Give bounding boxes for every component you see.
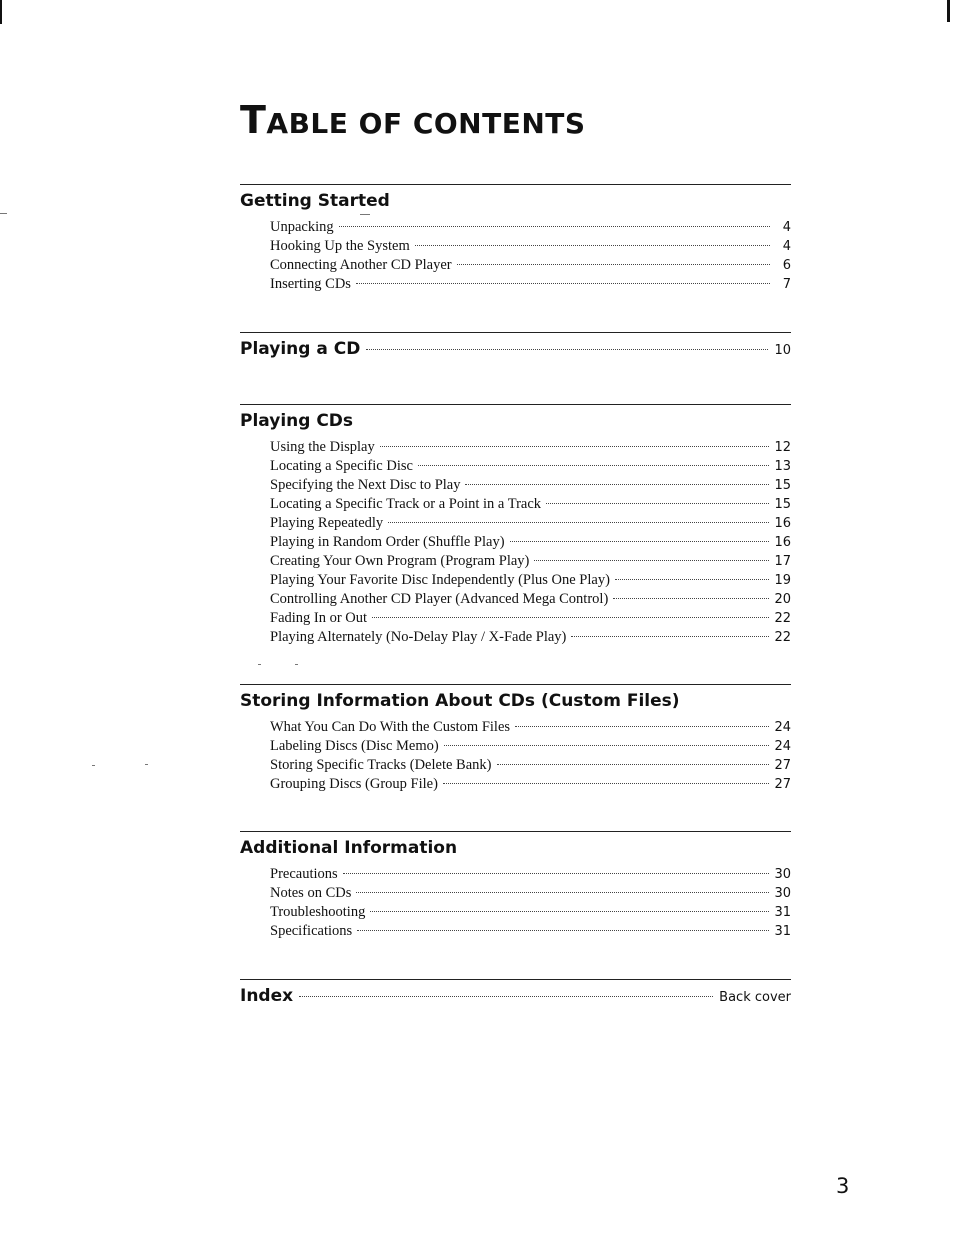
toc-entry-playing-a-cd[interactable] <box>240 338 791 360</box>
section-rule <box>240 184 791 185</box>
page-title <box>240 98 586 142</box>
dot-leader <box>546 503 769 504</box>
entry-page: 10 <box>774 343 791 358</box>
section-rule <box>240 404 791 405</box>
entry-title: Locating a Specific Track or a Point in a Track <box>270 496 542 512</box>
toc-entry[interactable] <box>270 609 791 628</box>
entry-list <box>270 438 791 647</box>
entry-page: 27 <box>774 777 791 792</box>
toc-entry[interactable] <box>270 884 791 903</box>
toc-entry[interactable] <box>270 237 791 256</box>
entry-title: Connecting Another CD Player <box>270 257 452 273</box>
toc-entry[interactable] <box>270 438 791 457</box>
dot-leader <box>339 226 770 227</box>
dot-leader <box>343 873 770 874</box>
entry-page: 15 <box>774 478 791 493</box>
section-rule <box>240 831 791 832</box>
dot-leader <box>418 465 770 466</box>
entry-page: 16 <box>774 535 791 550</box>
dot-leader <box>444 745 770 746</box>
dot-leader <box>356 283 770 284</box>
entry-title: Specifications <box>270 923 353 939</box>
entry-list <box>270 718 791 794</box>
entry-page: 13 <box>774 459 791 474</box>
entry-list <box>270 865 791 941</box>
section-title: Index <box>240 986 294 1006</box>
entry-title: Notes on CDs <box>270 885 352 901</box>
toc-entry[interactable] <box>270 756 791 775</box>
entry-page: 30 <box>774 867 791 882</box>
toc-entry[interactable] <box>270 922 791 941</box>
dot-leader <box>615 579 770 580</box>
section-title: Playing CDs <box>240 411 354 431</box>
entry-page: 30 <box>774 886 791 901</box>
dot-leader <box>372 617 769 618</box>
section-custom-files <box>240 684 791 794</box>
entry-page: 24 <box>774 720 791 735</box>
toc-entry[interactable] <box>270 275 791 294</box>
dot-leader <box>357 930 769 931</box>
toc-entry[interactable] <box>270 476 791 495</box>
entry-page: 22 <box>774 630 791 645</box>
entry-list <box>270 218 791 294</box>
toc-entry[interactable] <box>270 457 791 476</box>
dot-leader <box>534 560 769 561</box>
entry-title: Hooking Up the System <box>270 238 410 254</box>
dot-leader <box>465 484 769 485</box>
section-rule <box>240 332 791 333</box>
entry-page: 19 <box>774 573 791 588</box>
dot-leader <box>515 726 769 727</box>
entry-title: Creating Your Own Program (Program Play) <box>270 553 530 569</box>
entry-title: Specifying the Next Disc to Play <box>270 477 461 493</box>
entry-title: Controlling Another CD Player (Advanced Mega Control) <box>270 591 609 607</box>
dot-leader <box>613 598 769 599</box>
scan-edge-mark-left <box>0 0 2 24</box>
dot-leader <box>510 541 770 542</box>
toc-entry[interactable] <box>270 552 791 571</box>
section-getting-started <box>240 184 791 294</box>
toc-entry[interactable] <box>270 256 791 275</box>
toc-entry[interactable] <box>270 775 791 794</box>
section-title: Additional Information <box>240 838 458 858</box>
section-playing-a-cd <box>240 332 791 360</box>
entry-page: 27 <box>774 758 791 773</box>
dot-leader <box>388 522 769 523</box>
toc-entry[interactable] <box>270 571 791 590</box>
entry-title: Precautions <box>270 866 338 882</box>
toc-entry[interactable] <box>270 718 791 737</box>
section-title: Getting Started <box>240 191 390 211</box>
entry-title: Troubleshooting <box>270 904 366 920</box>
scan-speck <box>258 664 261 665</box>
section-rule <box>240 684 791 685</box>
entry-page: 16 <box>774 516 791 531</box>
entry-title: Fading In or Out <box>270 610 368 626</box>
dot-leader <box>370 911 769 912</box>
section-title: Playing a CD <box>240 339 361 359</box>
dot-leader <box>457 264 770 265</box>
toc-entry[interactable] <box>270 495 791 514</box>
dot-leader <box>415 245 770 246</box>
entry-title: Inserting CDs <box>270 276 351 292</box>
section-playing-cds <box>240 404 791 647</box>
toc-entry[interactable] <box>270 533 791 552</box>
dot-leader <box>380 446 770 447</box>
entry-title: Storing Specific Tracks (Delete Bank) <box>270 757 492 773</box>
scan-edge-mark-right <box>947 0 950 22</box>
entry-title: Unpacking <box>270 219 334 235</box>
entry-page: Back cover <box>719 990 791 1005</box>
scan-speck <box>360 214 370 215</box>
section-rule <box>240 979 791 980</box>
title-rest: ABLE OF CONTENTS <box>266 107 586 140</box>
dot-leader <box>366 349 768 350</box>
toc-entry[interactable] <box>270 865 791 884</box>
section-title: Storing Information About CDs (Custom Files) <box>240 691 680 711</box>
toc-entry[interactable] <box>270 628 791 647</box>
dot-leader <box>356 892 769 893</box>
entry-title: Playing Alternately (No-Delay Play / X-Fade Play) <box>270 629 567 645</box>
entry-title: Grouping Discs (Group File) <box>270 776 438 792</box>
entry-page: 31 <box>774 905 791 920</box>
entry-title: Playing Repeatedly <box>270 515 384 531</box>
entry-page: 7 <box>782 277 791 292</box>
toc-entry[interactable] <box>270 903 791 922</box>
dot-leader <box>571 636 769 637</box>
entry-page: 15 <box>774 497 791 512</box>
entry-page: 31 <box>774 924 791 939</box>
toc-entry[interactable] <box>270 737 791 756</box>
entry-title: Playing Your Favorite Disc Independently (Plus One Play) <box>270 572 610 588</box>
toc-entry[interactable] <box>270 514 791 533</box>
entry-page: 6 <box>782 258 791 273</box>
toc-entry[interactable] <box>270 218 791 237</box>
entry-title: Playing in Random Order (Shuffle Play) <box>270 534 505 550</box>
section-additional-information <box>240 831 791 941</box>
scan-speck <box>0 213 7 214</box>
entry-page: 17 <box>774 554 791 569</box>
scan-speck <box>295 664 298 665</box>
scan-speck <box>145 764 148 765</box>
entry-title: Labeling Discs (Disc Memo) <box>270 738 439 754</box>
entry-page: 12 <box>774 440 791 455</box>
toc-entry-index[interactable] <box>240 985 791 1007</box>
entry-page: 22 <box>774 611 791 626</box>
entry-title: Using the Display <box>270 439 375 455</box>
page-number: 3 <box>836 1174 850 1198</box>
dot-leader <box>497 764 770 765</box>
title-initial: T <box>240 98 267 142</box>
entry-page: 4 <box>782 220 791 235</box>
entry-page: 20 <box>774 592 791 607</box>
entry-title: What You Can Do With the Custom Files <box>270 719 511 735</box>
entry-title: Locating a Specific Disc <box>270 458 413 474</box>
toc-entry[interactable] <box>270 590 791 609</box>
scan-speck <box>92 765 95 766</box>
entry-page: 4 <box>782 239 791 254</box>
dot-leader <box>443 783 770 784</box>
dot-leader <box>299 996 713 997</box>
section-index <box>240 979 791 1007</box>
entry-page: 24 <box>774 739 791 754</box>
